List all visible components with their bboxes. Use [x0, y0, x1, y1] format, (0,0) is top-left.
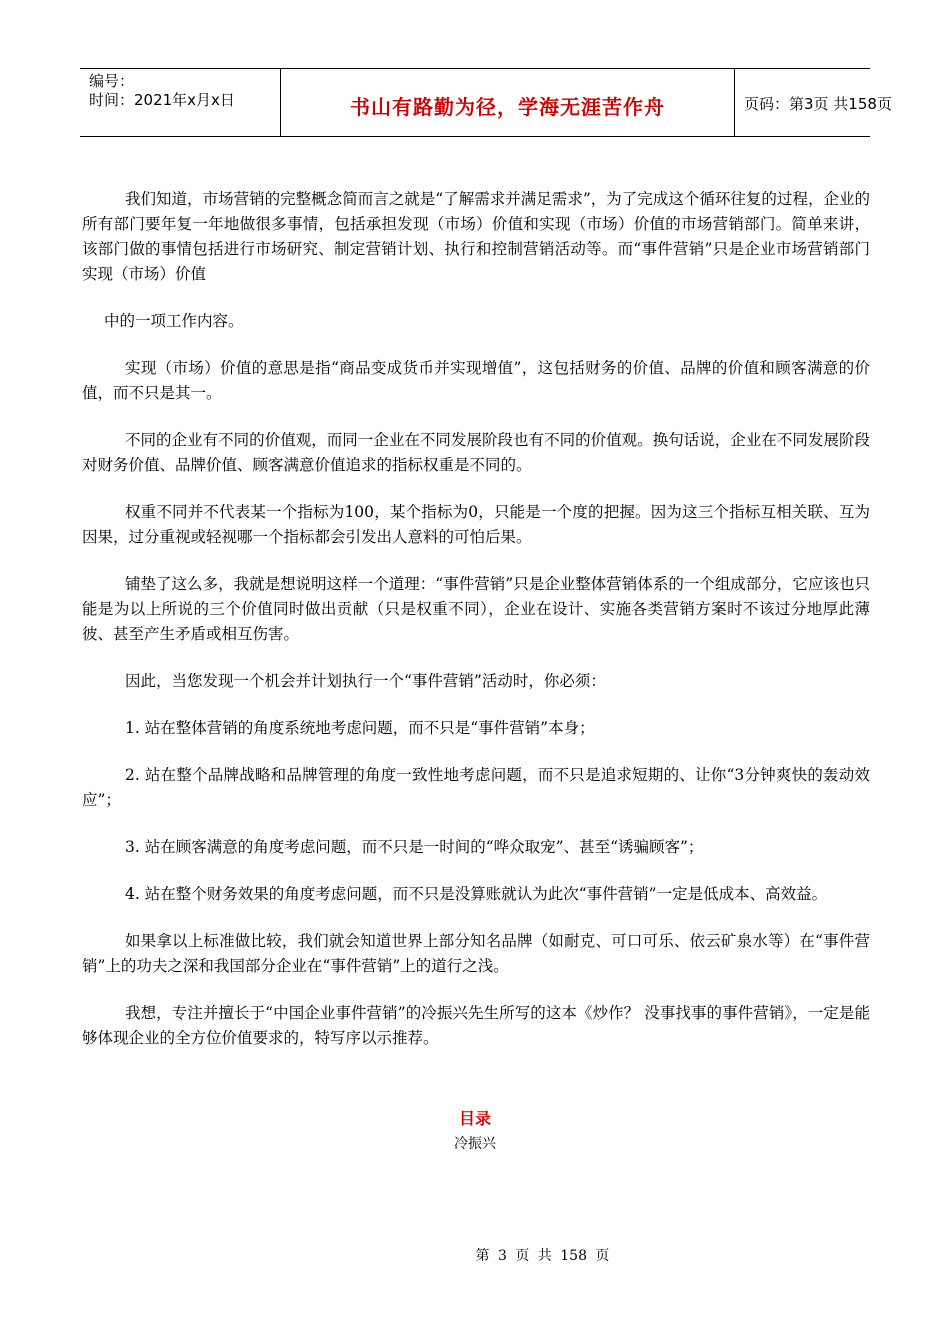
toc-author: 冷振兴 — [454, 1136, 496, 1152]
paragraph-6: 因此，当您发现一个机会并计划执行一个“事件营销”活动时，你必须： — [125, 672, 606, 690]
list-item-2: 2. 站在整个品牌战略和品牌管理的角度一致性地考虑问题，而不只是追求短期的、让你“3分钟爽快的轰动效应”； — [82, 766, 870, 809]
header-middle-cell — [281, 69, 735, 136]
header-left-cell — [80, 69, 281, 136]
header-page-code: 页码：第3页 共158页 — [744, 95, 892, 113]
list-item-3: 3. 站在顾客满意的角度考虑问题，而不只是一时间的“哗众取宠”、甚至“诱骗顾客”； — [125, 838, 704, 856]
page-header — [80, 68, 892, 137]
header-motto: 书山有路勤为径，学海无涯苦作舟 — [350, 95, 665, 119]
document-body — [82, 187, 870, 1051]
paragraph-5: 铺垫了这么多，我就是想说明这样一个道理：“事件营销”只是企业整体营销体系的一个组成部分，它应该也只能是为以上所说的三个价值同时做出贡献（只是权重不同），企业在设计、实施各类营销方案时不该过分地厚此薄彼、甚至产生矛盾或相互伤害。 — [82, 575, 870, 643]
header-right-cell — [735, 69, 892, 136]
paragraph-continuation: 中的一项工作内容。 — [104, 312, 244, 330]
paragraph-7: 如果拿以上标准做比较，我们就会知道世界上部分知名品牌（如耐克、可口可乐、依云矿泉水等）在“事件营销”上的功夫之深和我国部分企业在“事件营销”上的道行之浅。 — [82, 932, 870, 975]
paragraph-8: 我想，专注并擅长于“中国企业事件营销”的冷振兴先生所写的这本《炒作？ 没事找事的事件营销》，一定是能够体现企业的全方位价值要求的，特写序以示推荐。 — [82, 1004, 870, 1047]
list-item-4: 4. 站在整个财务效果的角度考虑问题，而不只是没算账就认为此次“事件营销”一定是低成本、高效益。 — [125, 885, 828, 903]
document-number-label: 编号： — [89, 72, 135, 90]
list-item-1: 1. 站在整体营销的角度系统地考虑问题，而不只是“事件营销”本身； — [125, 719, 595, 737]
footer-page-number: 第 3 页 共 158 页 — [475, 1248, 610, 1264]
paragraph-4: 权重不同并不代表某一个指标为100，某个指标为0，只能是一个度的把握。因为这三个指标互相关联、互为因果，过分重视或轻视哪一个指标都会引发出人意料的可怕后果。 — [82, 503, 870, 546]
paragraph-1: 我们知道，市场营销的完整概念简而言之就是“了解需求并满足需求”，为了完成这个循环往复的过程，企业的所有部门要年复一年地做很多事情，包括承担发现（市场）价值和实现（市场）价值的市场营销部门。简单来讲，该部门做的事情包括进行市场研究、制定营销计划、执行和控制营销活动等。而“事件营销”只是企业市场营销部门实现（市场）价值 — [82, 190, 870, 283]
document-date-label: 时间：2021年x月x日 — [89, 91, 235, 109]
paragraph-2: 实现（市场）价值的意思是指“商品变成货币并实现增值”，这包括财务的价值、品牌的价值和顾客满意的价值，而不只是其一。 — [82, 359, 870, 402]
paragraph-3: 不同的企业有不同的价值观，而同一企业在不同发展阶段也有不同的价值观。换句话说，企业在不同发展阶段对财务价值、品牌价值、顾客满意价值追求的指标权重是不同的。 — [82, 431, 870, 474]
toc-heading: 目录 — [458, 1109, 491, 1128]
page-footer — [0, 1245, 950, 1265]
